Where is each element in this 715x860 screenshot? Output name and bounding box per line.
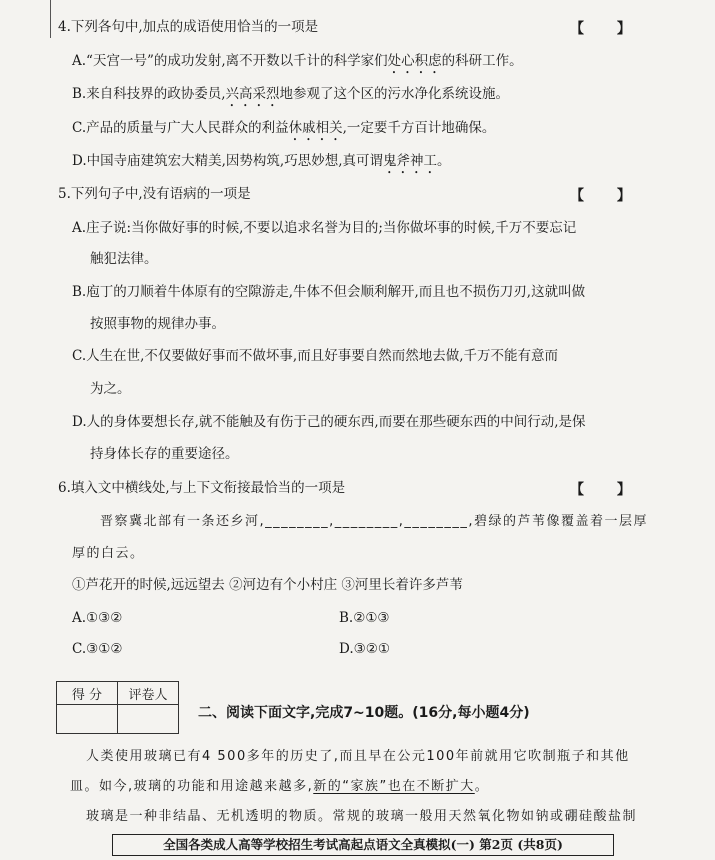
reading-p2-line1: 玻璃是一种非结晶、无机透明的物质。常规的玻璃一般用天然氧化物如钠或硼硅酸盐制 xyxy=(86,809,638,824)
q6-option-c: C.③①② xyxy=(72,641,123,657)
q6-option-a: A.①③② xyxy=(72,610,123,626)
q5-option-a-line1: A.庄子说:当你做好事的时候,不要以追求名誉为目的;当你做坏事的时候,千万不要忘记 xyxy=(72,220,577,236)
q6-option-d: D.③②① xyxy=(339,641,390,657)
q6-stem: 6.填入文中横线处,与上下文衔接最恰当的一项是 xyxy=(58,480,346,496)
q4-option-b-idiom: 兴高采烈 xyxy=(225,86,280,102)
q4-option-c: C.产品的质量与广大人民群众的利益休戚相关,一定要千方百计地确保。 xyxy=(72,120,496,136)
q4-option-c-idiom: 休戚相关 xyxy=(288,120,343,136)
q5-answer-bracket: 【 】 xyxy=(570,188,645,204)
score-label: 得 分 xyxy=(57,682,118,705)
q6-blank-3: ________ xyxy=(404,514,469,529)
q5-option-a-line2: 触犯法律。 xyxy=(90,251,158,267)
reading-p1-line2: 皿。如今,玻璃的功能和用途越来越多,新的“家族”也在不断扩大。 xyxy=(70,779,490,794)
q5-stem: 5.下列句子中,没有语病的一项是 xyxy=(58,186,251,202)
q5-option-b-line2: 按照事物的规律办事。 xyxy=(90,316,225,332)
q4-option-a: A.“天宫一号”的成功发射,离不开数以千计的科学家们处心积虑的科研工作。 xyxy=(72,53,523,69)
reading-underlined-phrase: 新的“家族”也在不断扩大 xyxy=(313,779,475,794)
q5-option-b-line1: B.庖丁的刀顺着牛体原有的空隙游走,牛体不但会顺利解开,而且也不损伤刀刃,这就叫做 xyxy=(72,284,586,300)
q4-option-d-idiom: 鬼斧神工 xyxy=(383,153,438,169)
q5-option-c-line2: 为之。 xyxy=(90,381,131,397)
q6-passage-line1: 晋察冀北部有一条还乡河,________,________,________,碧绿的芦苇像覆盖着一层厚 xyxy=(100,514,649,529)
q5-option-c-line1: C.人生在世,不仅要做好事而不做坏事,而且好事要自然而然地去做,千万不能有意而 xyxy=(72,348,559,364)
q6-items: ①芦花开的时候,远远望去 ②河边有个小村庄 ③河里长着许多芦苇 xyxy=(72,577,463,593)
q4-option-b: B.来自科技界的政协委员,兴高采烈地参观了这个区的污水净化系统设施。 xyxy=(72,86,510,102)
q6-passage-line2: 厚的白云。 xyxy=(72,546,145,561)
score-table xyxy=(56,681,179,734)
q5-option-d-line1: D.人的身体要想长存,就不能触及有伤于己的硬东西,而要在那些硬东西的中间行动,是保 xyxy=(72,414,586,430)
page-footer: 全国各类成人高等学校招生考试高起点语文全真模拟(一) 第2页 (共8页) xyxy=(112,834,614,856)
grader-cell xyxy=(118,705,179,734)
section-2-heading: 二、阅读下面文字,完成7~10题。(16分,每小题4分) xyxy=(198,705,530,721)
q6-option-b: B.②①③ xyxy=(339,610,390,626)
q4-answer-bracket: 【 】 xyxy=(570,21,645,37)
q4-option-a-idiom: 处心积虑 xyxy=(387,53,442,69)
q5-option-d-line2: 持身体长存的重要途径。 xyxy=(90,446,239,462)
q6-blank-2: ________ xyxy=(334,514,399,529)
q4-option-d: D.中国寺庙建筑宏大精美,因势构筑,巧思妙想,真可谓鬼斧神工。 xyxy=(72,153,451,169)
grader-label: 评卷人 xyxy=(118,682,179,705)
reading-p1-line1: 人类使用玻璃已有4 500多年的历史了,而且早在公元100年前就用它吹制瓶子和其他 xyxy=(86,749,630,764)
q6-answer-bracket: 【 】 xyxy=(570,482,645,498)
q4-stem: 4.下列各句中,加点的成语使用恰当的一项是 xyxy=(58,19,319,35)
q6-blank-1: ________ xyxy=(265,514,330,529)
score-cell xyxy=(57,705,118,734)
margin-line xyxy=(50,0,51,38)
